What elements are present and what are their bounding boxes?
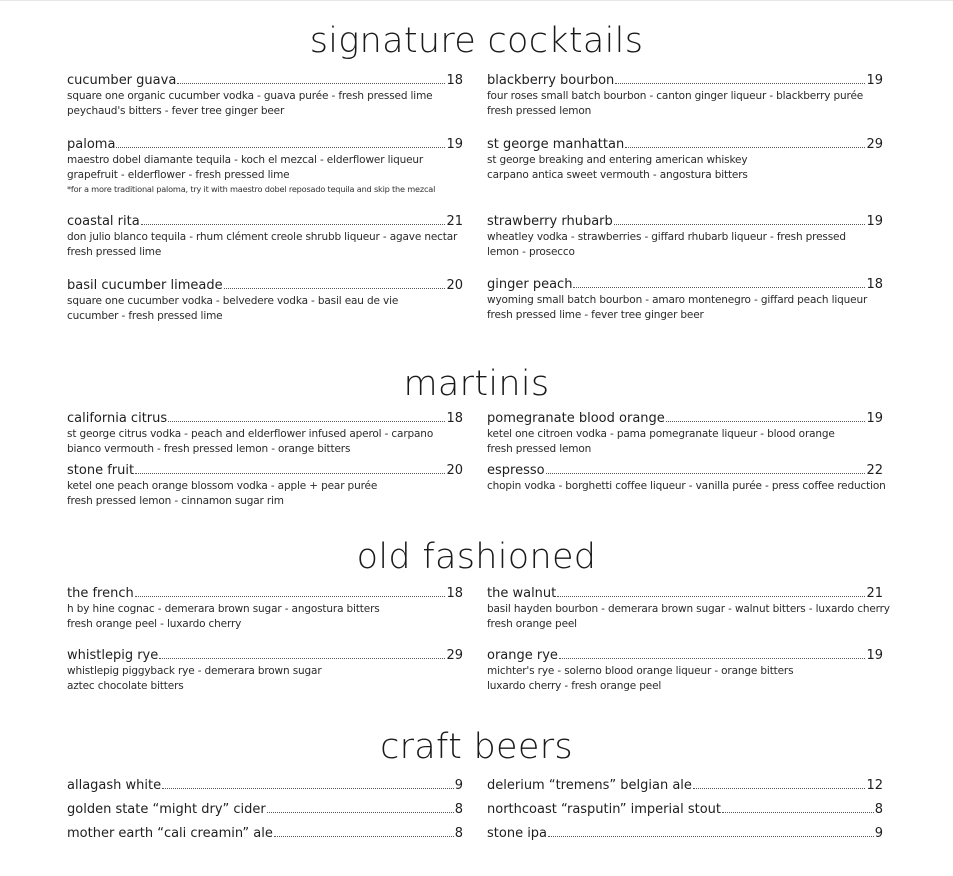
menu-item-golden-state-cider [67,802,463,818]
item-price: 19 [866,73,883,88]
item-description: luxardo cherry - fresh orange peel [487,680,662,692]
menu-item-stone-ipa [487,826,883,842]
menu-item-pomegranate-blood-orange [487,411,883,457]
menu-item-blackberry-bourbon [487,73,883,119]
dot-leader [573,277,865,288]
menu-item-ginger-peach [487,277,883,323]
item-price: 18 [446,586,463,601]
item-description: maestro dobel diamante tequila - koch el mezcal - elderflower liqueur [67,154,424,166]
item-price: 21 [446,214,463,229]
dot-leader [141,214,446,225]
item-name: california citrus [67,411,168,426]
item-description: fresh pressed lime - fever tree ginger beer [487,309,704,321]
item-description: peychaud's bitters - fever tree ginger beer [67,105,285,117]
item-description: don julio blanco tequila - rhum clément creole shrubb liqueur - agave nectar [67,231,458,243]
item-price: 20 [446,463,463,478]
dot-leader [666,411,866,422]
dot-leader [162,778,454,789]
item-name: the walnut [487,586,557,601]
dot-leader [224,278,446,289]
section-title-signature-cocktails: signature cocktails [309,21,644,61]
menu-item-california-citrus [67,411,463,457]
menu-item-orange-rye [487,648,883,694]
menu-item-paloma [67,137,463,195]
item-price: 18 [446,411,463,426]
dot-leader [116,137,445,148]
menu-item-whistlepig-rye [67,648,463,694]
dot-leader [274,826,454,837]
item-price: 19 [866,411,883,426]
section-title-old-fashioned: old fashioned [356,537,597,577]
item-name: cucumber guava [67,73,177,88]
item-name: coastal rita [67,214,140,229]
item-name: st george manhattan [487,137,625,152]
dot-leader [546,463,866,474]
item-description: square one organic cucumber vodka - guava purée - fresh pressed lime [67,90,433,102]
item-name: delerium “tremens” belgian ale [487,778,692,793]
item-name: mother earth “cali creamin” ale [67,826,273,841]
menu-item-the-french [67,586,463,632]
dot-leader [168,411,445,422]
item-description: aztec chocolate bitters [67,680,184,692]
item-name: stone ipa [487,826,548,841]
item-description: carpano antica sweet vermouth - angostura bitters [487,169,748,181]
item-description: fresh pressed lemon [487,105,592,117]
item-name: basil cucumber limeade [67,278,223,293]
item-price: 8 [454,802,463,817]
item-description: wheatley vodka - strawberries - giffard rhubarb liqueur - fresh pressed [487,231,846,243]
menu-item-st-george-manhattan [487,137,883,183]
dot-leader [625,137,865,148]
menu-item-allagash-white [67,778,463,794]
menu-item-the-walnut [487,586,890,632]
item-description: square one cucumber vodka - belvedere vodka - basil eau de vie [67,295,399,307]
item-price: 8 [454,826,463,841]
dot-leader [693,778,866,789]
item-description: fresh orange peel - luxardo cherry [67,618,242,630]
menu-item-stone-fruit [67,463,463,509]
dot-leader [548,826,874,837]
dot-leader [557,586,865,597]
item-name: ginger peach [487,277,573,292]
item-description: fresh pressed lemon [487,443,592,455]
item-name: allagash white [67,778,162,793]
item-price: 22 [866,463,883,478]
item-price: 12 [866,778,883,793]
item-price: 29 [446,648,463,663]
item-price: 19 [866,214,883,229]
item-description: fresh orange peel [487,618,577,630]
item-description: bianco vermouth - fresh pressed lemon - orange bitters [67,443,351,455]
item-description: lemon - prosecco [487,246,575,258]
top-border [0,0,953,1]
item-name: orange rye [487,648,558,663]
item-note: *for a more traditional paloma, try it with maestro dobel reposado tequila and skip the mezcal [67,184,436,194]
item-description: cucumber - fresh pressed lime [67,310,223,322]
item-description: ketel one peach orange blossom vodka - apple + pear purée [67,480,378,492]
item-description: whistlepig piggyback rye - demerara brown sugar [67,665,322,677]
item-description: st george citrus vodka - peach and elderflower infused aperol - carpano [67,428,434,440]
item-name: stone fruit [67,463,135,478]
item-price: 20 [446,278,463,293]
menu-item-northcoast-rasputin [487,802,883,818]
dot-leader [135,586,446,597]
item-description: four roses small batch bourbon - canton ginger liqueur - blackberry purée [487,90,864,102]
item-description: ketel one citroen vodka - pama pomegranate liqueur - blood orange [487,428,835,440]
item-price: 21 [866,586,883,601]
item-description: fresh pressed lemon - cinnamon sugar rim [67,495,284,507]
menu-item-strawberry-rhubarb [487,214,883,260]
item-description: wyoming small batch bourbon - amaro montenegro - giffard peach liqueur [487,294,868,306]
item-description: grapefruit - elderflower - fresh pressed lime [67,169,290,181]
item-name: golden state “might dry” cider [67,802,266,817]
dot-leader [722,802,874,813]
dot-leader [267,802,454,813]
dot-leader [614,214,866,225]
item-price: 18 [866,277,883,292]
menu-item-basil-cucumber-limeade [67,278,463,324]
item-description: fresh pressed lime [67,246,162,258]
item-price: 18 [446,73,463,88]
menu-item-mother-earth-ale [67,826,463,842]
item-price: 19 [866,648,883,663]
dot-leader [559,648,866,659]
dot-leader [177,73,445,84]
item-description: chopin vodka - borghetti coffee liqueur - vanilla purée - press coffee reduction [487,480,886,492]
dot-leader [135,463,445,474]
item-price: 19 [446,137,463,152]
item-name: espresso [487,463,545,478]
item-description: basil hayden bourbon - demerara brown sugar - walnut bitters - luxardo cherry [487,603,890,615]
item-description: michter's rye - solerno blood orange liqueur - orange bitters [487,665,794,677]
item-description: h by hine cognac - demerara brown sugar - angostura bitters [67,603,380,615]
section-title-martinis: martinis [403,364,550,404]
item-name: whistlepig rye [67,648,159,663]
dot-leader [615,73,865,84]
item-price: 9 [874,826,883,841]
menu-item-espresso [487,463,886,494]
item-name: paloma [67,137,116,152]
menu-item-cucumber-guava [67,73,463,119]
item-name: strawberry rhubarb [487,214,613,229]
dot-leader [159,648,445,659]
item-price: 9 [454,778,463,793]
item-name: pomegranate blood orange [487,411,665,426]
item-price: 8 [874,802,883,817]
item-description: st george breaking and entering american whiskey [487,154,748,166]
section-title-craft-beers: craft beers [380,727,573,767]
item-name: blackberry bourbon [487,73,615,88]
item-name: the french [67,586,134,601]
menu-item-delerium-tremens [487,778,883,794]
item-name: northcoast “rasputin” imperial stout [487,802,721,817]
menu-item-coastal-rita [67,214,463,260]
item-price: 29 [866,137,883,152]
